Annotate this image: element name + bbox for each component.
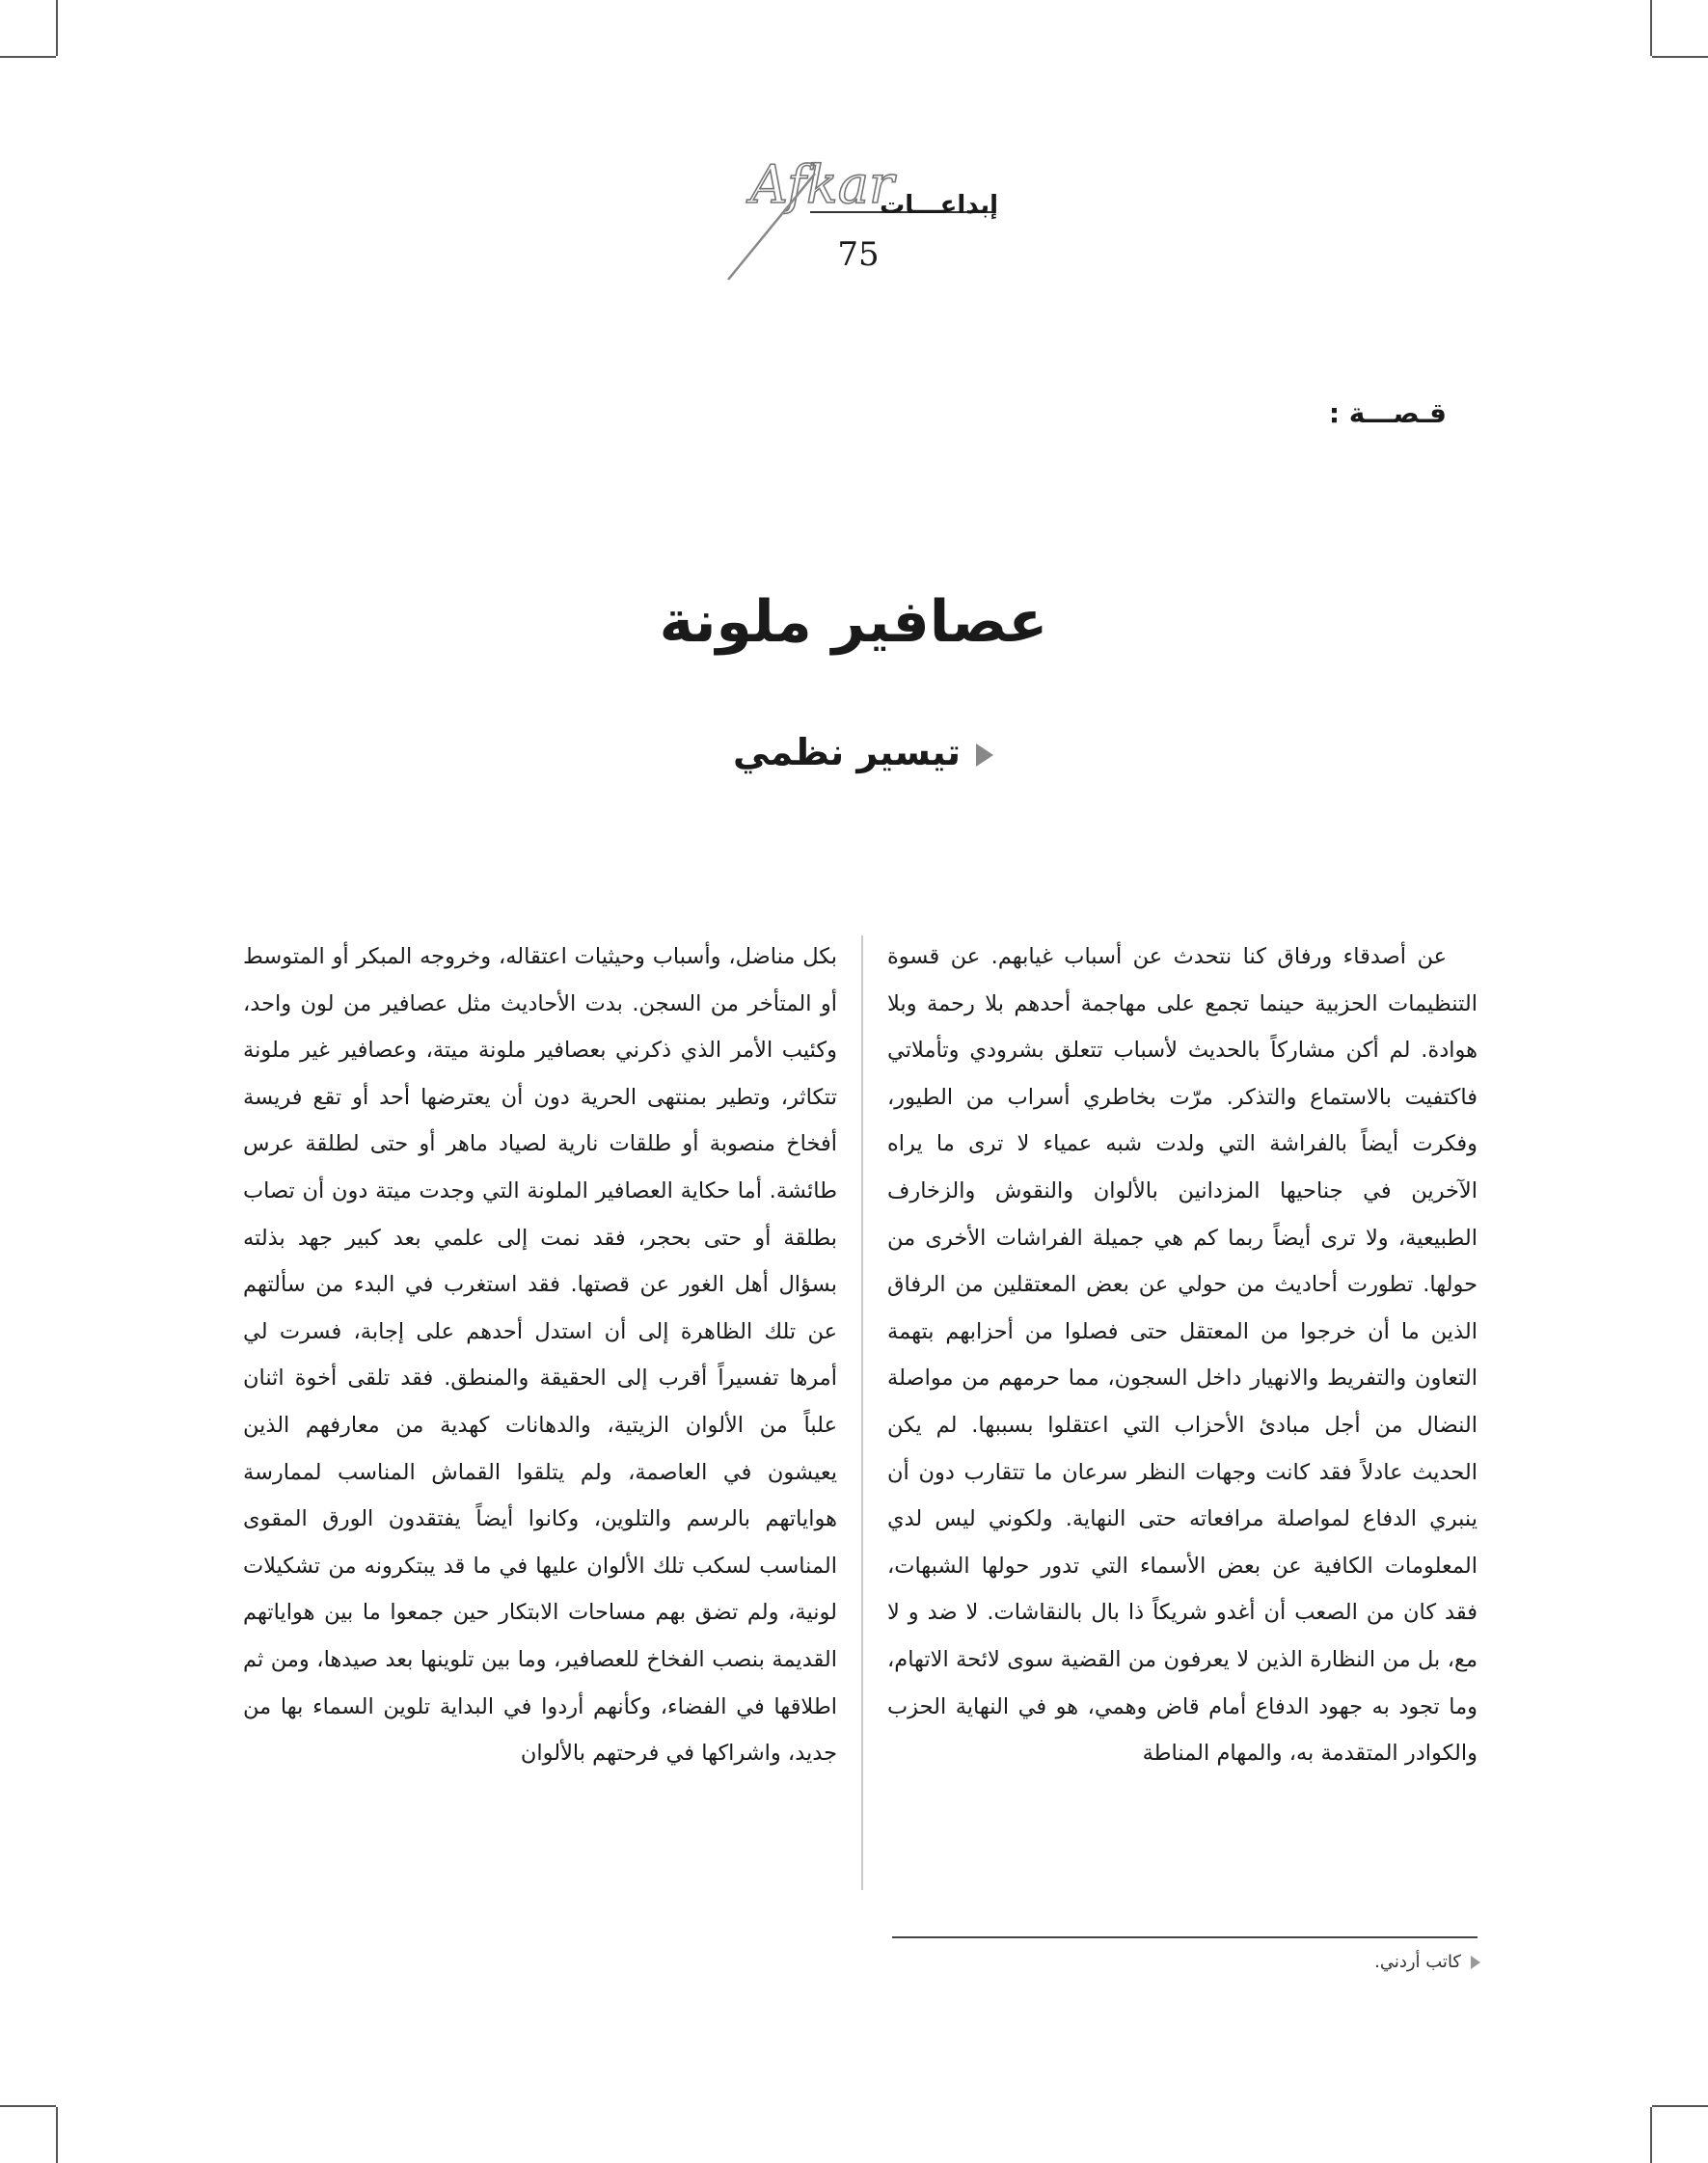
crop-mark-top-right bbox=[1650, 0, 1652, 56]
crop-mark-bottom-left bbox=[56, 2107, 58, 2163]
crop-mark-bottom-right-h bbox=[1652, 2105, 1708, 2107]
footnote-text: كاتب أردني. bbox=[1374, 1952, 1461, 1972]
body-paragraph-left: بكل مناضل، وأسباب وحيثيات اعتقاله، وخروجه المبكر أو المتوسط أو المتأخر من السجن. بدت الأحاديث مثل عصافير من لون واحد، وكئيب الأمر الذي ذكرني بعصافير ملونة ميتة، وعصافير غير ملونة تتكاثر، وتطير بمنتهى الحرية دون أن يعترضها أحد أو تقع فريسة أفخاخ منصوبة أو طلقات نارية لصياد ماهر أو حتى لطلقة عرس طائشة. أما حكاية العصافير الملونة التي وجدت ميتة دون أن تصاب بطلقة أو حتى بحجر، فقد نمت إلى علمي بعد كبير جهد بذلته بسؤال أهل الغور عن قصتها. فقد استغرب في البدء من سألتهم عن تلك الظاهرة إلى أن استدل أحدهم على إجابة، فسرت لي أمرها تفسيراً أقرب إلى الحقيقة والمنطق. فقد تلقى أخوة اثنان علباً من الألوان الزيتية، والدهانات كهدية من معارفهم الذين يعيشون في العاصمة، ولم يتلقوا القماش المناسب لممارسة هواياتهم بالرسم والتلوين، وكانوا أيضاً يفتقدون الورق المقوى المناسب لسكب تلك الألوان عليها في ما قد يبتكرونه من تشكيلات لونية، ولم تضق بهم مساحات الابتكار حين جمعوا ما بين هواياتهم القديمة بنصب الفخاخ للعصافير، وما بين تلوينها بعد صيدها، ومن ثم اطلاقها في الفضاء، وكأنهم أردوا في البداية تلوين السماء بها من جديد، واشراكها في فرحتهم بالألوان bbox=[243, 944, 837, 1767]
page-number: 75 bbox=[837, 235, 880, 274]
crop-mark-bottom-left-h bbox=[0, 2105, 56, 2107]
page-title: عصافير ملونة bbox=[659, 588, 1048, 656]
author-name: تيسير نظمي bbox=[732, 731, 961, 773]
footnote bbox=[1157, 1952, 1480, 1972]
footnote-rule bbox=[892, 1936, 1478, 1938]
crop-mark-top-right-h bbox=[1652, 56, 1708, 58]
body-column-left bbox=[243, 933, 837, 1898]
genre-label: قـصـــة : bbox=[1328, 397, 1447, 429]
crop-mark-top-left-h bbox=[0, 56, 56, 58]
crop-mark-top-left bbox=[56, 0, 58, 56]
footnote-arrow-icon bbox=[1471, 1956, 1480, 1969]
crop-mark-bottom-right bbox=[1650, 2107, 1652, 2163]
logo-text: Afkar bbox=[750, 154, 894, 215]
author-arrow-icon bbox=[976, 744, 993, 767]
column-divider bbox=[861, 935, 863, 1890]
body-paragraph-right: عن أصدقاء ورفاق كنا نتحدث عن أسباب غيابهم. عن قسوة التنظيمات الحزبية حينما تجمع على مهاجمة أحدهم بلا رحمة وبلا هوادة. لم أكن مشاركاً بالحديث لأسباب تتعلق بشرودي وتأملاتي فاكتفيت بالاستماع والتذكر. مرّت بخاطري أسراب من الطيور، وفكرت أيضاً بالفراشة التي ولدت شبه عمياء لا ترى ما يراه الآخرين في جناحيها المزدانين بالألوان والنقوش والزخارف الطبيعية، ولا ترى أيضاً ربما كم هي جميلة الفراشات الأخرى من حولها. تطورت أحاديث من حولي عن بعض المعتقلين من الرفاق الذين ما أن خرجوا من المعتقل حتى فصلوا من أحزابهم بتهمة التعاون والتفريط والانهيار داخل السجون، مما حرمهم من مواصلة النضال من أجل مبادئ الأحزاب التي اعتقلوا بسببها. لم يكن الحديث عادلاً فقد كانت وجهات النظر سرعان ما تتقارب دون أن ينبري الدفاع لمواصلة مرافعاته حتى النهاية. ولكوني ليس لدي المعلومات الكافية عن بعض الأسماء التي تدور حولها الشبهات، فقد كان من الصعب أن أغدو شريكاً ذا بال بالنقاشات. لا ضد و لا مع، بل من النظارة الذين لا يعرفون من القضية سوى لائحة الاتهام، وما تجود به جهود الدفاع أمام قاض وهمي، هو في النهاية الحزب والكوادر المتقدمة به، والمهام المناطة bbox=[887, 944, 1478, 1767]
author-line bbox=[675, 731, 993, 773]
body-column-right bbox=[887, 933, 1478, 1898]
section-label: إبداعـــات bbox=[880, 191, 998, 220]
